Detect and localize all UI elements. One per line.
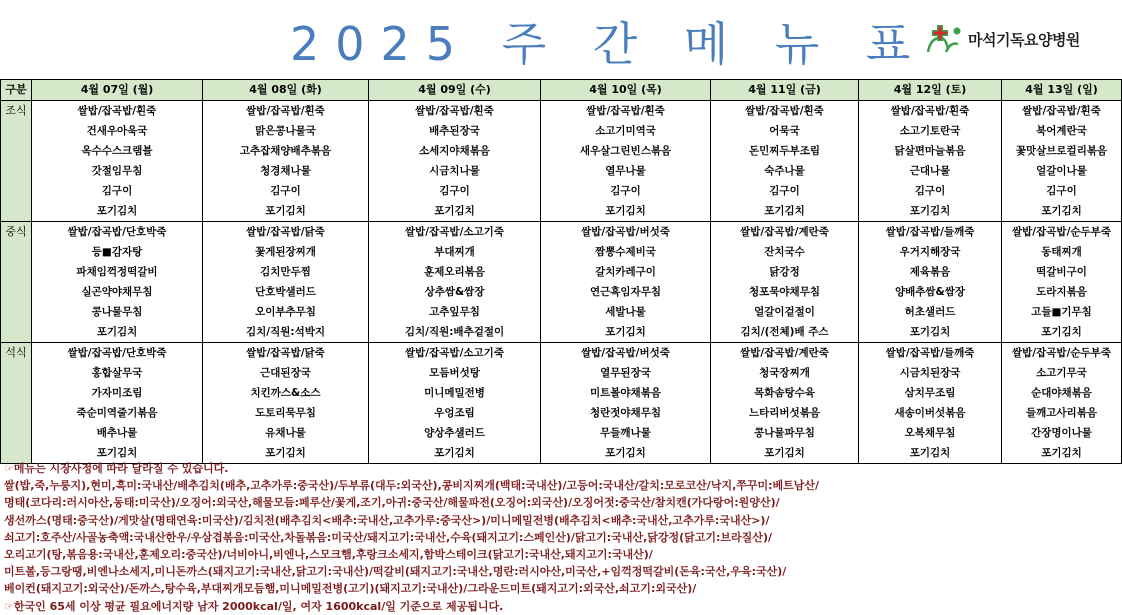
menu-item: 상추쌈&쌈장 [369,282,541,302]
note-text: 쌀(밥,죽,누룽지),현미,흑미:국내산/배추김치(배추,고추가루:중국산)/두부류(대두:외국산),콩비지찌개(백태:국내산)/고등어:국내산/갈치:모로코산/낙지,쭈꾸미:베트남산/ [4,479,820,493]
table-row [1,181,1122,201]
menu-item: 목화솜탕수육 [711,383,859,403]
menu-item: 모듬버섯탕 [369,363,541,383]
menu-item: 쌀밥/잡곡밥/닭죽 [203,343,369,364]
menu-item: 꽃게된장찌개 [203,242,369,262]
menu-item: 고추잎무침 [369,302,541,322]
note-line [4,563,1120,580]
menu-item: 연근흑임자무침 [541,282,711,302]
table-row [1,363,1122,383]
menu-item: 김구이 [203,181,369,201]
menu-item: 포기김치 [369,443,541,464]
note-line [4,460,1120,477]
menu-item: 배추나물 [32,423,203,443]
menu-item: 우거지해장국 [859,242,1002,262]
menu-item: 김치/직원:배추겉절이 [369,322,541,343]
menu-item: 들깨고사리볶음 [1002,403,1122,423]
menu-item: 쌀밥/잡곡밥/버섯죽 [541,222,711,243]
table-row [1,403,1122,423]
menu-item: 콩나물파무침 [711,423,859,443]
menu-item: 닭살편마늘볶음 [859,141,1002,161]
note-text: 미트볼,등그랑땡,비엔나소세지,미니돈까스(돼지고기:국내산,닭고기:국내산)/떡갈비(돼지고기:국내산,명란:러시아산,미국산,+임꺽정떡갈비(돈육:국산,우육:국산)/ [4,565,787,579]
menu-item: 부대찌개 [369,242,541,262]
menu-item: 김치/직원:석박지 [203,322,369,343]
menu-item: 짬뽕수제비국 [541,242,711,262]
menu-item: 옥수수스크램블 [32,141,203,161]
header-day: 4월 11일 (금) [711,80,859,101]
menu-item: 파채임꺽정떡갈비 [32,262,203,282]
menu-item: 쌀밥/잡곡밥/흰죽 [1002,101,1122,122]
menu-item: 새송이버섯볶음 [859,403,1002,423]
note-line [4,512,1120,529]
menu-item: 배추된장국 [369,121,541,141]
menu-item: 소고기토란국 [859,121,1002,141]
menu-item: 어묵국 [711,121,859,141]
menu-item: 미트볼야채볶음 [541,383,711,403]
menu-item: 김구이 [859,181,1002,201]
menu-item: 잔치국수 [711,242,859,262]
menu-item: 포기김치 [859,443,1002,464]
menu-item: 김구이 [369,181,541,201]
menu-item: 단호박샐러드 [203,282,369,302]
menu-item: 근대나물 [859,161,1002,181]
menu-item: 포기김치 [541,201,711,222]
menu-body [1,101,1122,464]
menu-item: 청경채나물 [203,161,369,181]
menu-item: 등■감자탕 [32,242,203,262]
menu-item: 오이부추무침 [203,302,369,322]
notes-section [4,460,1120,615]
menu-item: 고들■기무침 [1002,302,1122,322]
menu-item: 포기김치 [203,443,369,464]
pointer-icon: ☞ [4,599,14,613]
table-row [1,121,1122,141]
menu-item: 도토리묵무침 [203,403,369,423]
table-row [1,101,1122,122]
menu-item: 쌀밥/잡곡밥/흰죽 [369,101,541,122]
note-line [4,477,1120,494]
menu-item: 쌀밥/잡곡밥/들깨죽 [859,343,1002,364]
note-line [4,598,1120,615]
note-line [4,529,1120,546]
menu-item: 쌀밥/잡곡밥/단호박죽 [32,343,203,364]
menu-item: 쌀밥/잡곡밥/흰죽 [859,101,1002,122]
menu-item: 미니메밀전병 [369,383,541,403]
menu-item: 간장명이나물 [1002,423,1122,443]
meal-label: 중식 [1,222,32,343]
menu-item: 도라지볶음 [1002,282,1122,302]
menu-item: 쌀밥/잡곡밥/흰죽 [32,101,203,122]
menu-item: 김구이 [1002,181,1122,201]
menu-item: 소고기무국 [1002,363,1122,383]
menu-item: 돈민찌두부조림 [711,141,859,161]
table-row [1,262,1122,282]
menu-item: 소고기미역국 [541,121,711,141]
menu-item: 우엉조림 [369,403,541,423]
table-row [1,423,1122,443]
menu-item: 얼갈이나물 [1002,161,1122,181]
menu-item: 김치/(전체)배 주스 [711,322,859,343]
menu-item: 삼치무조림 [859,383,1002,403]
menu-item: 죽순미역줄기볶음 [32,403,203,423]
note-line [4,546,1120,563]
menu-item: 시금치나물 [369,161,541,181]
menu-item: 열무나물 [541,161,711,181]
menu-item: 김구이 [711,181,859,201]
menu-item: 포기김치 [32,443,203,464]
menu-item: 얼갈이겉절이 [711,302,859,322]
table-row [1,201,1122,222]
menu-item: 느타리버섯볶음 [711,403,859,423]
menu-item: 동태찌개 [1002,242,1122,262]
menu-item: 근대된장국 [203,363,369,383]
table-row [1,302,1122,322]
menu-item: 포기김치 [369,201,541,222]
menu-item: 쌀밥/잡곡밥/닭죽 [203,222,369,243]
menu-item: 김치만두찜 [203,262,369,282]
menu-item: 꽃맛살브로컬리볶음 [1002,141,1122,161]
menu-item: 김구이 [32,181,203,201]
menu-item: 갓절임무침 [32,161,203,181]
table-row [1,322,1122,343]
note-text: 명태(코다리:러시아산,동태:미국산)/오징어:외국산,해물모듬:페루산/꽃게,조기,아귀:중국산/해물파전(오징어:외국산)/오징어젓:중국산/참치캔(가다랑어:원양산)/ [4,496,780,510]
menu-item: 맑은콩나물국 [203,121,369,141]
menu-item: 포기김치 [859,201,1002,222]
hospital-cross-logo-icon [926,22,966,56]
menu-item: 쌀밥/잡곡밥/흰죽 [541,101,711,122]
header-day: 4월 09일 (수) [369,80,541,101]
menu-item: 허초샐러드 [859,302,1002,322]
menu-item: 쌀밥/잡곡밥/소고기죽 [369,343,541,364]
menu-item: 홍합살무국 [32,363,203,383]
menu-item: 유채나물 [203,423,369,443]
menu-item: 북어계란국 [1002,121,1122,141]
note-text: 메뉴는 시장사정에 따라 달라질 수 있습니다. [13,462,229,475]
note-text: 쇠고기:호주산/사골농축액:국내산한우/우삼겹볶음:미국산,차돌볶음:미국산/돼지고기:국내산,수육(돼지고기:스페인산)/닭고기:국내산,닭강정(닭고기:브라질산)/ [4,530,772,544]
menu-item: 숙주나물 [711,161,859,181]
menu-item: 오복채무침 [859,423,1002,443]
menu-item: 포기김치 [541,443,711,464]
title-bar [0,2,1122,76]
menu-item: 새우살그린빈스볶음 [541,141,711,161]
meal-label: 석식 [1,343,32,464]
menu-item: 시금치된장국 [859,363,1002,383]
hospital-logo [926,22,1080,56]
menu-item: 포기김치 [711,443,859,464]
menu-item: 청국장찌개 [711,363,859,383]
table-row [1,222,1122,243]
menu-item: 쌀밥/잡곡밥/계란죽 [711,343,859,364]
hospital-name: 마석기독요양병원 [968,30,1080,49]
menu-item: 열무된장국 [541,363,711,383]
menu-item: 쌀밥/잡곡밥/단호박죽 [32,222,203,243]
header-day: 4월 08일 (화) [203,80,369,101]
header-day: 4월 07일 (월) [32,80,203,101]
pointer-icon: ☞ [4,462,14,475]
menu-item: 소세지야채볶음 [369,141,541,161]
table-row [1,161,1122,181]
note-text: 한국인 65세 이상 평균 필요에너지량 남자 2000kcal/일, 여자 1600kcal/일 기준으로 제공됩니다. [13,599,504,613]
menu-item: 쌀밥/잡곡밥/흰죽 [203,101,369,122]
menu-item: 포기김치 [203,201,369,222]
note-line [4,580,1120,597]
note-text: 오리고기(탕,볶음용:국내산,훈제오리:중국산)/너비아니,비엔나,스모크햄,후랑크소세지,함박스테이크(닭고기:국내산,돼지고기:국내산)/ [4,548,653,562]
header-day: 4월 13일 (일) [1002,80,1122,101]
page-title: 2025 주 간 메 뉴 표 [290,17,927,71]
menu-item: 포기김치 [32,201,203,222]
note-text: 베이컨(돼지고기:외국산)/돈까스,탕수육,부대찌개모듬햄,미니메밀전병(고기)(돼지고기:국내산)/그라운드미트(돼지고기:외국산,쇠고기:외국산)/ [4,582,697,596]
table-row [1,343,1122,364]
menu-item: 건새우아욱국 [32,121,203,141]
menu-item: 포기김치 [541,322,711,343]
table-row [1,282,1122,302]
menu-item: 김구이 [541,181,711,201]
menu-item: 포기김치 [1002,322,1122,343]
header-label: 구분 [1,80,32,101]
menu-item: 갈치카레구이 [541,262,711,282]
menu-item: 쌀밥/잡곡밥/계란죽 [711,222,859,243]
menu-item: 포기김치 [711,201,859,222]
note-text: 생선까스(명태:중국산)/게맛살(명태연육:미국산)/김치전(배추김치<배추:국내산,고추가루:중국산>)/미니메밀전병(배추김치<배추:국내산,고추가루:국내산>)/ [4,513,770,527]
menu-item: 고추잡채양배추볶음 [203,141,369,161]
menu-item: 순대야채볶음 [1002,383,1122,403]
menu-item: 쌀밥/잡곡밥/순두부죽 [1002,343,1122,364]
menu-item: 포기김치 [32,322,203,343]
table-row [1,141,1122,161]
menu-item: 포기김치 [859,322,1002,343]
note-line [4,494,1120,511]
menu-item: 훈제오리볶음 [369,262,541,282]
menu-item: 콩나물무침 [32,302,203,322]
menu-item: 청포묵야채무침 [711,282,859,302]
menu-item: 닭강정 [711,262,859,282]
table-row [1,242,1122,262]
menu-item: 포기김치 [1002,443,1122,464]
header-day: 4월 12일 (토) [859,80,1002,101]
table-row [1,383,1122,403]
menu-item: 쌀밥/잡곡밥/버섯죽 [541,343,711,364]
menu-item: 양상추샐러드 [369,423,541,443]
menu-item: 실곤약야채무침 [32,282,203,302]
table-header-row [1,80,1122,101]
header-day: 4월 10일 (목) [541,80,711,101]
menu-item: 무들깨나물 [541,423,711,443]
menu-item: 제육볶음 [859,262,1002,282]
menu-item: 쌀밥/잡곡밥/흰죽 [711,101,859,122]
menu-item: 쌀밥/잡곡밥/소고기죽 [369,222,541,243]
menu-item: 청란젓야채무침 [541,403,711,423]
menu-item: 쌀밥/잡곡밥/들깨죽 [859,222,1002,243]
menu-item: 가자미조림 [32,383,203,403]
menu-item: 떡갈비구이 [1002,262,1122,282]
menu-item: 쌀밥/잡곡밥/순두부죽 [1002,222,1122,243]
weekly-menu-table [0,79,1122,464]
meal-label: 조식 [1,101,32,222]
menu-item: 치킨까스&소스 [203,383,369,403]
menu-item: 양배추쌈&쌈장 [859,282,1002,302]
menu-item: 포기김치 [1002,201,1122,222]
menu-item: 세발나물 [541,302,711,322]
